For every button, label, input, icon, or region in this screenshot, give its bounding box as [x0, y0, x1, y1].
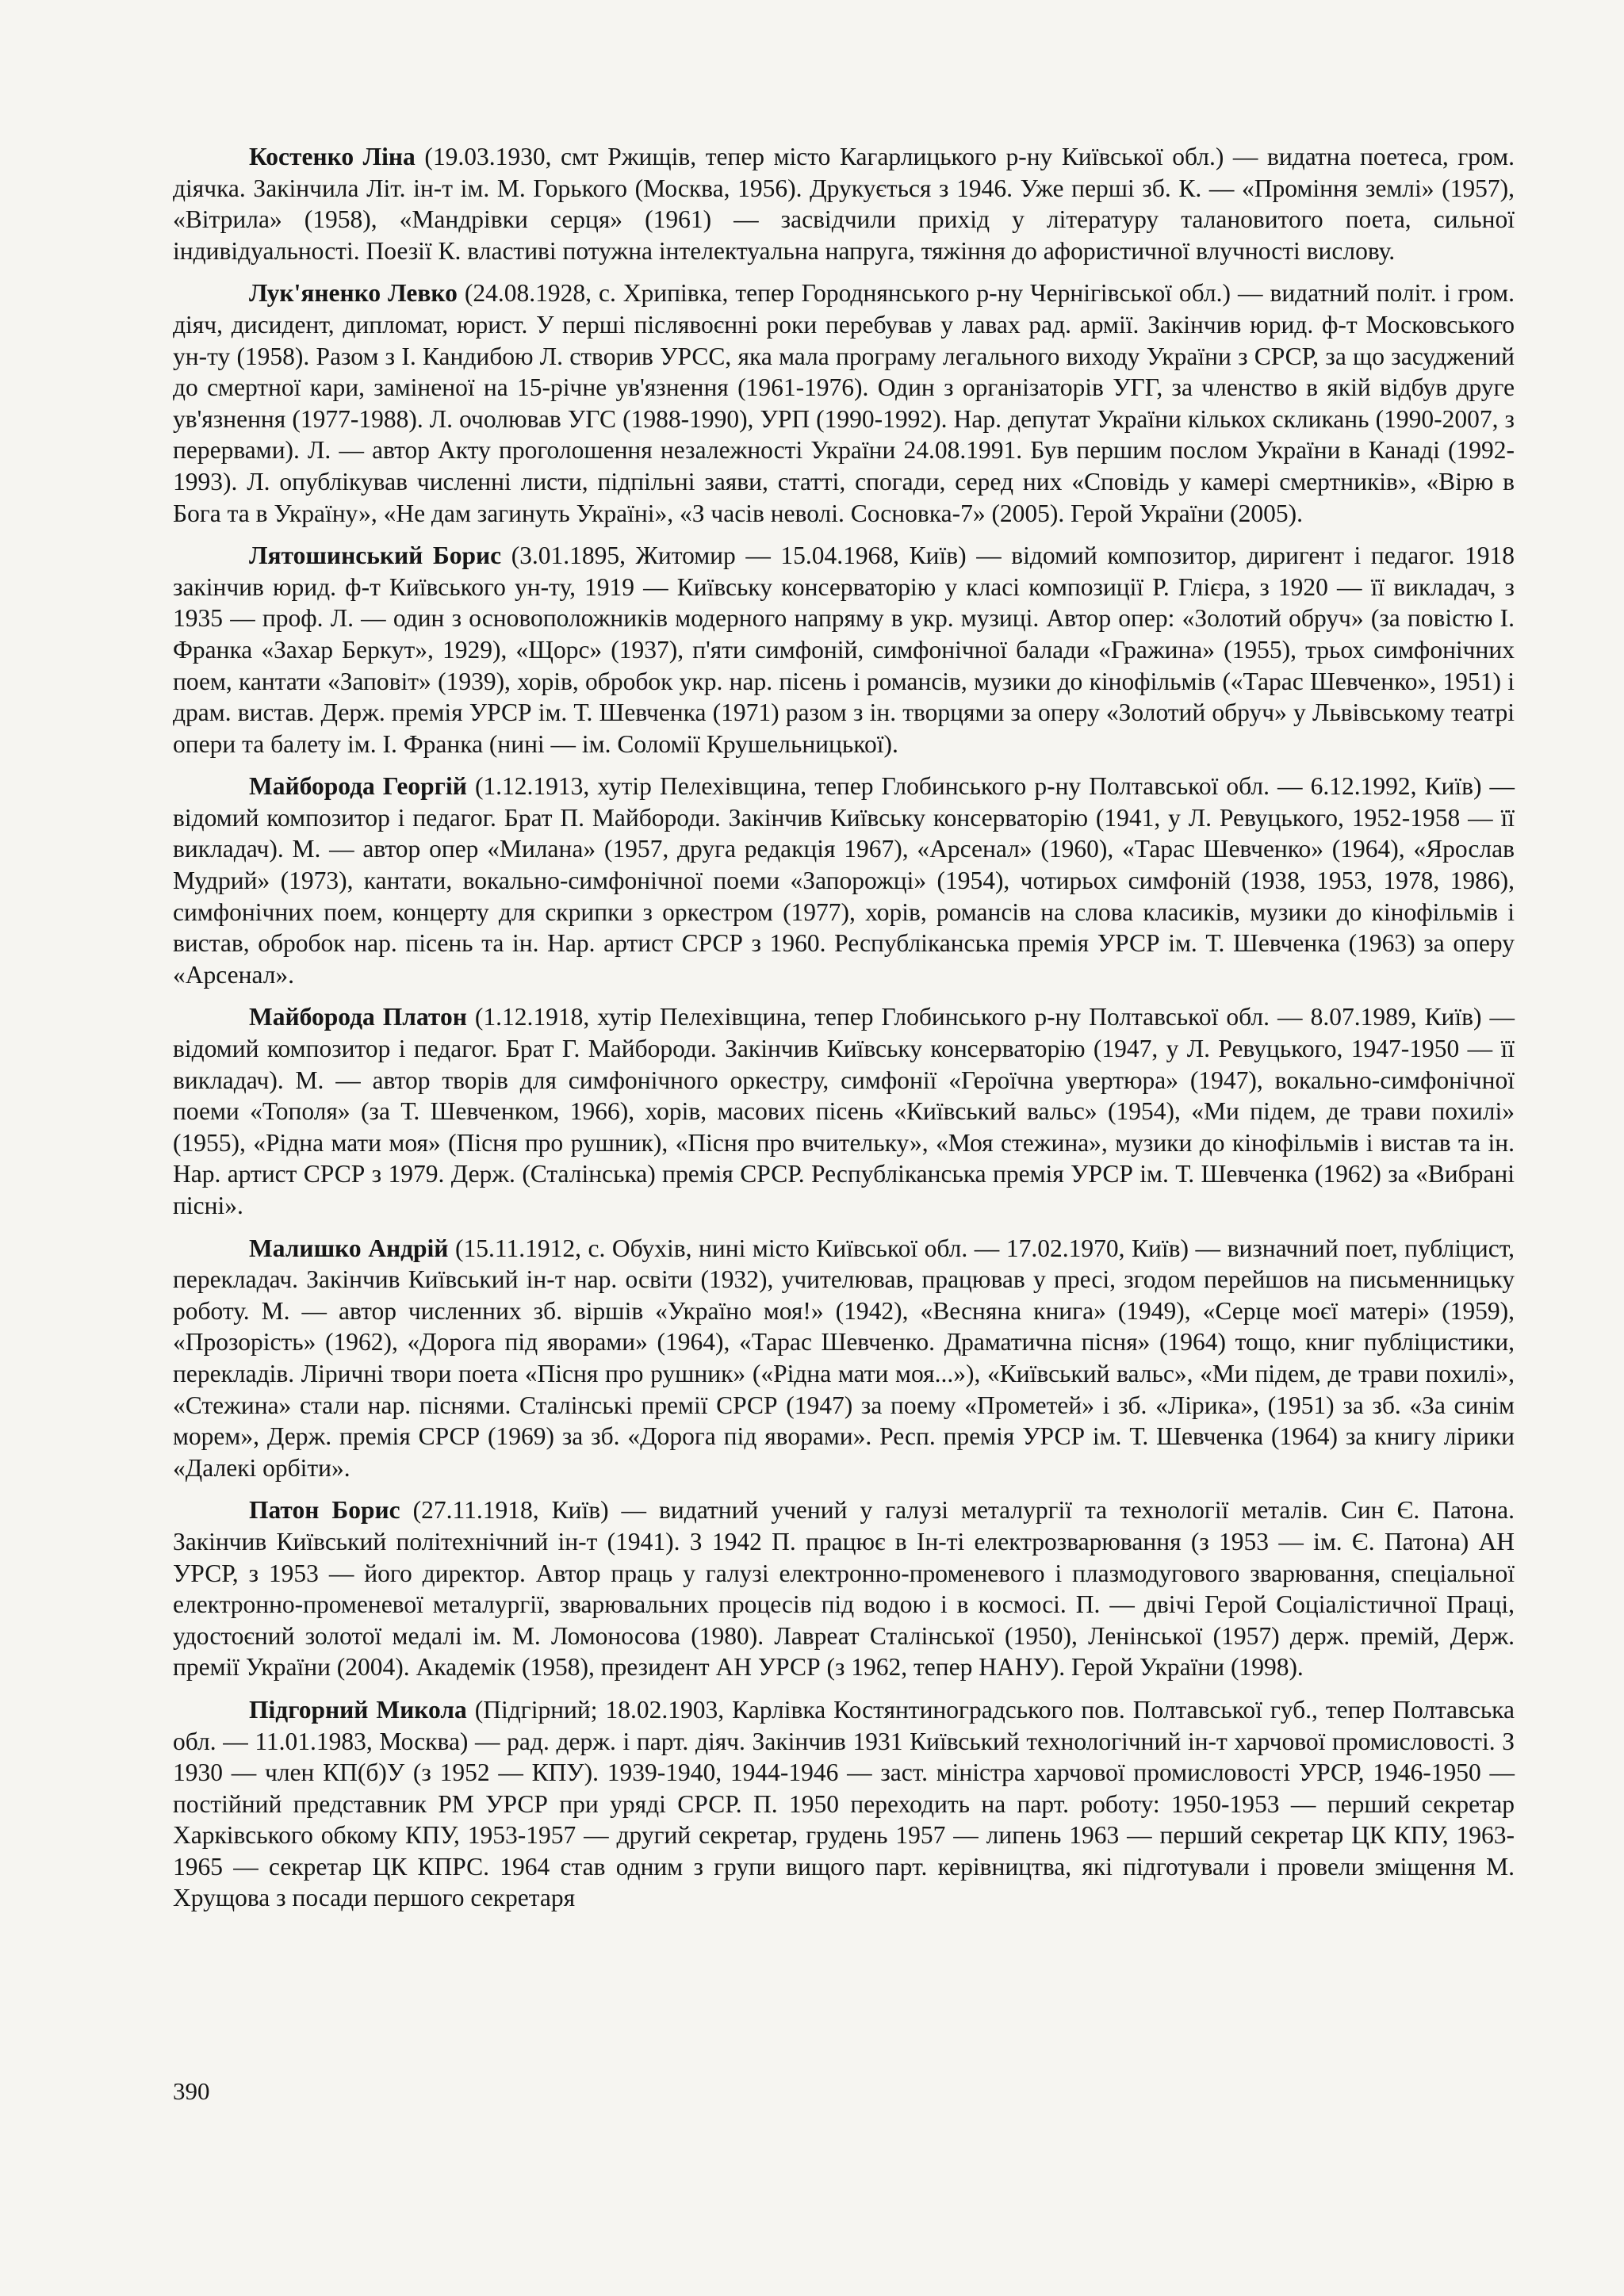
- entry-text: (3.01.1895, Житомир — 15.04.1968, Київ) — відомий композитор, диригент і педагог. 1918 закінчив юрид. ф-т Київського ун-ту, 1919 — Київську консерваторію у класі композиції Р. Глієра, з 1920 — її викладач, з 1935 — проф. Л. — один з основоположників модерного напряму в укр. музиці. Автор опер: «Золотий обруч» (за повістю І. Франка «Захар Беркут», 1929), «Щорс» (1937), п'яти симфоній, симфонічної балади «Гражина» (1955), трьох симфонічних поем, кантати «Заповіт» (1939), хорів, обробок укр. нар. пісень і романсів, музики до кінофільмів («Тарас Шевченко», 1951) і драм. вистав. Держ. премія УРСР ім. Т. Шевченка (1971) разом з ін. творцями за оперу «Золотий обруч» у Львівському театрі опери та балету ім. І. Франка (нині — ім. Соломії Крушельницької).: [173, 541, 1515, 758]
- entry-name: Костенко Ліна: [249, 143, 416, 170]
- entry-text: (15.11.1912, с. Обухів, нині місто Київської обл. — 17.02.1970, Київ) — визначний поет, публіцист, перекладач. Закінчив Київський ін-т нар. освіти (1932), учителював, працював у пресі, згодом перейшов на письменницьку роботу. М. — автор численних зб. віршів «Україно моя!» (1942), «Весняна книга» (1949), «Серце моєї матері» (1959), «Прозорість» (1962), «Дорога під яворами» (1964), «Тарас Шевченко. Драматична пісня» (1964) тощо, книг публіцистики, перекладів. Ліричні твори поета «Пісня про рушник» («Рідна мати моя...»), «Київський вальс», «Ми підем, де трави похилі», «Стежина» стали нар. піснями. Сталінські премії СРСР (1947) за поему «Прометей» і зб. «Лірика», (1951) за зб. «За синім морем», Держ. премія СРСР (1969) за зб. «Дорога під яворами». Респ. премія УРСР ім. Т. Шевченка (1964) за книгу лірики «Далекі орбіти».: [173, 1234, 1515, 1482]
- entry-text: (19.03.1930, смт Ржищів, тепер місто Кагарлицького р-ну Київської обл.) — видатна поетеса, гром. діячка. Закінчила Літ. ін-т ім. М. Горького (Москва, 1956). Друкується з 1946. Уже перші зб. К. — «Проміння землі» (1957), «Вітрила» (1958), «Мандрівки серця» (1961) — засвідчили прихід у літературу талановитого поета, сильної індивідуальності. Поезії К. властиві потужна інтелектуальна напруга, тяжіння до афористичної влучності вислову.: [173, 143, 1515, 265]
- entry-paton-borys: [173, 1494, 1515, 1683]
- entry-kostenko-lina: [173, 141, 1515, 266]
- entry-name: Майборода Платон: [249, 1003, 467, 1031]
- entry-name: Підгорний Микола: [249, 1695, 467, 1724]
- page-number: 390: [173, 2077, 210, 2105]
- entry-name: Майборода Георгій: [249, 772, 467, 801]
- entry-name: Лук'яненко Левко: [249, 279, 458, 308]
- entry-malyshko-andrii: [173, 1233, 1515, 1484]
- page-content: [173, 141, 1515, 1925]
- entry-text: (24.08.1928, с. Хрипівка, тепер Городнянського р-ну Чернігівської обл.) — видатний політ. і гром. діяч, дисидент, дипломат, юрист. У перші післявоєнні роки перебував у лавах рад. армії. Закінчив юрид. ф-т Московського ун-ту (1958). Разом з І. Кандибою Л. створив УРСС, яка мала програму легального виходу України з СРСР, за що засуджений до смертної кари, заміненої на 15-річне ув'язнення (1961-1976). Один з організаторів УГГ, за членство в якій відбув друге ув'язнення (1977-1988). Л. очолював УГС (1988-1990), УРП (1990-1992). Нар. депутат України кількох скликань (1990-2007, з перервами). Л. — автор Акту проголошення незалежності України 24.08.1991. Був першим послом України в Канаді (1992-1993). Л. опублікував численні листи, підпільні заяви, статті, спогади, серед них «Сповідь у камері смертників», «Вірю в Бога та в Україну», «Не дам загинуть Україні», «З часів неволі. Сосновка-7» (2005). Герой України (2005).: [173, 279, 1515, 527]
- entry-pidhornyi-mykola: [173, 1694, 1515, 1914]
- entry-text: (1.12.1913, хутір Пелехівщина, тепер Глобинського р-ну Полтавської обл. — 6.12.1992, Київ) — відомий композитор і педагог. Брат П. Майбороди. Закінчив Київську консерваторію (1941, у Л. Ревуцького, 1952-1958 — її викладач). М. — автор опер «Милана» (1957, друга редакція 1967), «Арсенал» (1960), «Тарас Шевченко» (1964), «Ярослав Мудрий» (1973), кантати, вокально-симфонічної поеми «Запорожці» (1954), чотирьох симфоній (1938, 1953, 1978, 1986), симфонічних поем, концерту для скрипки з оркестром (1977), хорів, романсів на слова класиків, музики до кінофільмів і вистав, обробок нар. пісень та ін. Нар. артист СРСР з 1960. Республіканська премія УРСР ім. Т. Шевченка (1963) за оперу «Арсенал».: [173, 772, 1515, 989]
- entry-text: (1.12.1918, хутір Пелехівщина, тепер Глобинського р-ну Полтавської обл. — 8.07.1989, Київ) — відомий композитор і педагог. Брат Г. Майбороди. Закінчив Київську консерваторію (1947, у Л. Ревуцького, 1947-1950 — її викладач). М. — автор творів для симфонічного оркестру, симфонії «Героїчна увертюра» (1947), вокально-симфонічної поеми «Тополя» (за Т. Шевченком, 1966), хорів, масових пісень «Київський вальс» (1954), «Ми підем, де трави похилі» (1955), «Рідна мати моя» (Пісня про рушник), «Пісня про вчительку», «Моя стежина», музики до кінофільмів і вистав та ін. Нар. артист СРСР з 1979. Держ. (Сталінська) премія СРСР. Республіканська премія УРСР ім. Т. Шевченка (1962) за «Вибрані пісні».: [173, 1003, 1515, 1219]
- entry-name: Патон Борис: [249, 1496, 400, 1525]
- entry-maiboroda-platon: [173, 1001, 1515, 1221]
- entry-liatoshynskyi-borys: [173, 540, 1515, 760]
- entry-lukianenko-levko: [173, 277, 1515, 529]
- entry-name: Малишко Андрій: [249, 1234, 449, 1262]
- entry-text: (Підгірний; 18.02.1903, Карлівка Костянтиноградського пов. Полтавської губ., тепер Полтавська обл. — 11.01.1983, Москва) — рад. держ. і парт. діяч. Закінчив 1931 Київський технологічний ін-т харчової промисловості. З 1930 — член КП(б)У (з 1952 — КПУ). 1939-1940, 1944-1946 — заст. міністра харчової промисловості УРСР, 1946-1950 — постійний представник РМ УРСР при уряді СРСР. П. 1950 переходить на парт. роботу: 1950-1953 — перший секретар Харківського обкому КПУ, 1953-1957 — другий секретар, грудень 1957 — липень 1963 — перший секретар ЦК КПУ, 1963-1965 — секретар ЦК КПРС. 1964 став одним з групи вищого парт. керівництва, які підготували і провели зміщення М. Хрущова з посади першого секретаря: [173, 1695, 1515, 1912]
- entry-maiboroda-heorhii: [173, 771, 1515, 990]
- entry-name: Лятошинський Борис: [249, 541, 502, 570]
- entry-text: (27.11.1918, Київ) — видатний учений у галузі металургії та технології металів. Син Є. Патона. Закінчив Київський політехнічний ін-т (1941). З 1942 П. працює в Ін-ті електрозварювання (з 1953 — ім. Є. Патона) АН УРСР, з 1953 — його директор. Автор праць у галузі електронно-променевого і плазмодугового зварювання, спеціальної електронно-променевої металургії, зварювальних процесів під водою і в космосі. П. — двічі Герой Соціалістичної Праці, удостоєний золотої медалі ім. М. Ломоносова (1980). Лавреат Сталінської (1950), Ленінської (1957) держ. премій, Держ. премії України (2004). Академік (1958), президент АН УРСР (з 1962, тепер НАНУ). Герой України (1998).: [173, 1496, 1515, 1682]
